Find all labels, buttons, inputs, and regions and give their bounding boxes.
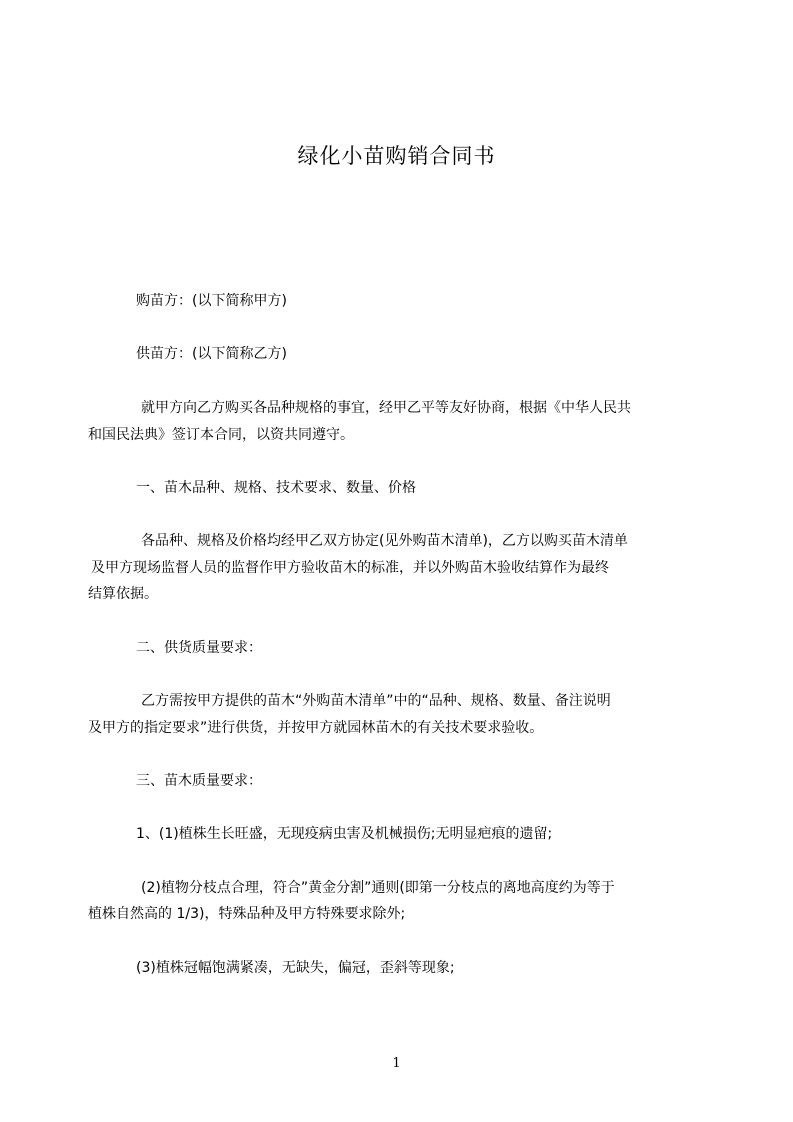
- document-title: 绿化小苗购销合同书: [297, 144, 496, 168]
- supplier-line: 供苗方：(以下简称乙方): [136, 346, 287, 362]
- section-2-heading: 二、供货质量要求：: [136, 640, 262, 656]
- quality-item-3: (3)植株冠幅饱满紧凑，无缺失，偏冠，歪斜等现象;: [136, 960, 455, 976]
- quality-item-2-line-1: (2)植物分枝点合理，符合”黄金分割”通则(即第一分枝点的离地高度约为等于: [141, 880, 615, 896]
- intro-paragraph-line-2: 和国民法典》签订本合同，以资共同遵守。: [88, 427, 354, 443]
- section-1-paragraph-line-2: 及甲方现场监督人员的监督作甲方验收苗木的标准，并以外购苗木验收结算作为最终: [91, 560, 609, 576]
- buyer-line: 购苗方：(以下简称甲方): [136, 293, 287, 309]
- section-1-paragraph-line-1: 各品种、规格及价格均经甲乙双方协定(见外购苗木清单)，乙方以购买苗木清单: [141, 533, 628, 549]
- quality-item-1: 1、(1)植株生长旺盛，无现疫病虫害及机械损伤;无明显疤痕的遗留;: [136, 826, 553, 842]
- page-number: 1: [392, 1056, 401, 1071]
- section-2-paragraph-line-1: 乙方需按甲方提供的苗木“外购苗木清单”中的“品种、规格、数量、备注说明: [141, 693, 611, 709]
- section-1-paragraph-line-3: 结算依据。: [88, 586, 158, 602]
- section-3-heading: 三、苗木质量要求：: [136, 773, 262, 789]
- intro-paragraph-line-1: 就甲方向乙方购买各品种规格的事宜，经甲乙平等友好协商，根据《中华人民共: [141, 400, 631, 416]
- section-2-paragraph-line-2: 及甲方的指定要求”进行供货，并按甲方就园林苗木的有关技术要求验收。: [88, 720, 544, 736]
- section-1-heading: 一、苗木品种、规格、技术要求、数量、价格: [136, 480, 416, 496]
- quality-item-2-line-2: 植株自然高的 1/3)，特殊品种及甲方特殊要求除外;: [88, 906, 406, 922]
